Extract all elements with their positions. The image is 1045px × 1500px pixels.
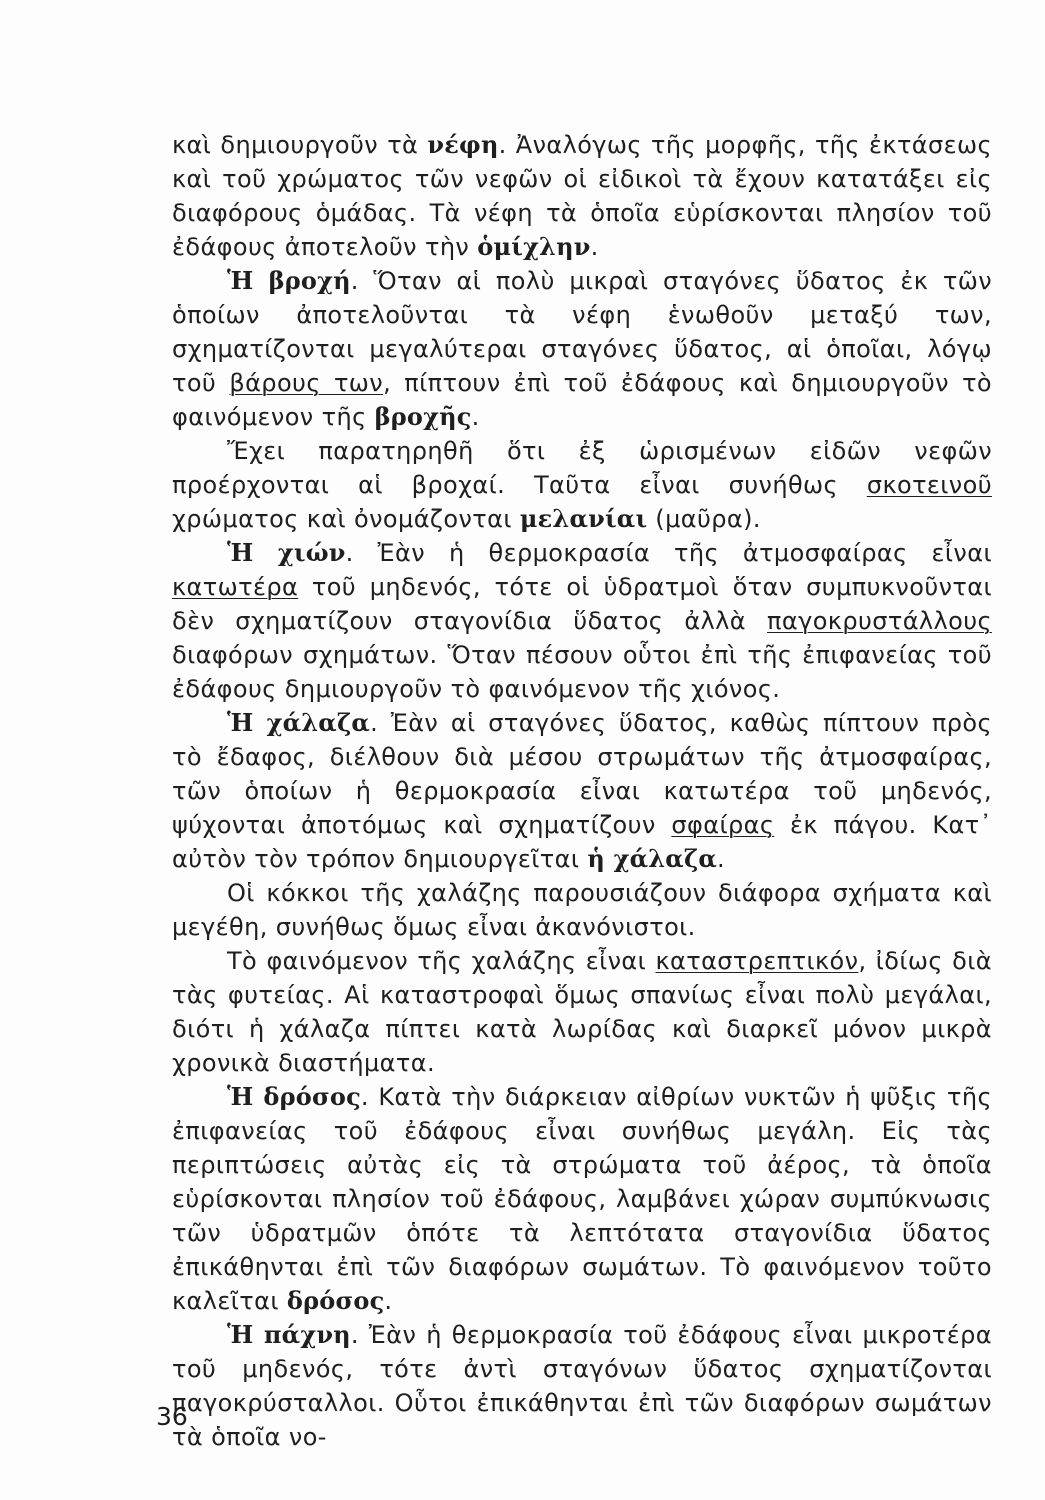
term-dew: δρόσος: [286, 1286, 385, 1315]
text-run: χρώματος καὶ ὀνομάζονται: [172, 505, 520, 533]
underlined-text: σφαίρας: [671, 811, 775, 839]
section-heading-rain: Ἡ βροχή: [227, 266, 351, 295]
text-run: .: [717, 845, 726, 873]
underlined-text: σκοτεινοῦ: [866, 471, 992, 499]
underlined-text: καταστρεπτικόν: [655, 947, 859, 975]
term-fog: ὁμίχλην: [477, 232, 591, 261]
term-nimbus: μελανίαι: [519, 504, 648, 533]
text-run: , πίπτουν ἐπὶ τοῦ ἐδάφους καὶ δημιουργοῦν τὸ φαινόμενον τῆς: [172, 369, 993, 431]
paragraph-dark-clouds: [172, 434, 992, 536]
text-run: , ἰδίως διὰ τὰς φυτείας. Αἱ καταστροφαὶ ὅμως σπανίως εἶναι πολὺ μεγάλαι, διότι ἡ χάλαζα πίπτει κατὰ λωρίδας καὶ διαρκεῖ μόνον μικρὰ χρονικὰ διαστήματα.: [172, 947, 992, 1077]
term-hail: ἡ χάλαζα: [587, 844, 718, 873]
paragraph-hail: [172, 706, 992, 876]
text-run: Τὸ φαινόμενον τῆς χαλάζης εἶναι: [227, 947, 656, 975]
text-run: ἐκ πάγου. Κατ᾽ αὐτὸν τὸν τρόπον δημιουργεῖται: [172, 811, 992, 873]
text-run: . Κατὰ τὴν διάρκειαν αἰθρίων νυκτῶν ἡ ψῦξις τῆς ἐπιφανείας τοῦ ἐδάφους εἶναι συνήθως μεγάλη. Εἰς τὰς περιπτώσεις αὐτὰς εἰς τὰ στρώματα τοῦ ἀέρος, τὰ ὁποῖα εὑρίσκονται πλησίον τοῦ ἐδάφους, λαμβάνει χώραν συμπύκνωσις τῶν ὑδρατμῶν ὁπότε τὰ λεπτότατα σταγονίδια ὕδατος ἐπικάθηνται ἐπὶ τῶν διαφόρων σωμάτων. Τὸ φαινόμενον τοῦτο καλεῖται: [172, 1083, 992, 1315]
text-run: . Ἐὰν ἡ θερμοκρασία τοῦ ἐδάφους εἶναι μικροτέρα τοῦ μηδενός, τότε ἀντὶ σταγόνων ὕδατος σχηματίζονται παγοκρύσταλλοι. Οὗτοι ἐπικάθηνται ἐπὶ τῶν διαφόρων σωμάτων τὰ ὁποῖα νο-: [172, 1321, 992, 1451]
section-heading-dew: Ἡ δρόσος: [227, 1082, 361, 1111]
section-heading-snow: Ἡ χιών: [227, 538, 346, 567]
term-rain: βροχῆς: [374, 402, 472, 431]
paragraph-hail-grains: [172, 876, 992, 944]
text-run: τοῦ μηδενός, τότε οἱ ὑδρατμοὶ ὅταν συμπυκνοῦνται δὲν σχηματίζουν σταγονίδια ὕδατος ἀλλὰ: [172, 573, 992, 635]
underlined-text: κατωτέρα: [172, 573, 299, 601]
section-heading-hail: Ἡ χάλαζα: [227, 708, 371, 737]
text-run: .: [384, 1287, 393, 1315]
section-heading-frost: Ἡ πάχνη: [227, 1320, 351, 1349]
text-run: Οἱ κόκκοι τῆς χαλάζης παρουσιάζουν διάφορα σχήματα καὶ μεγέθη, συνήθως ὅμως εἶναι ἀκανόνιστοι.: [172, 879, 992, 941]
body-text: [172, 128, 992, 1454]
page-number: 36: [156, 1402, 188, 1431]
term-clouds: νέφη: [427, 130, 499, 159]
text-run: διαφόρων σχημάτων. Ὅταν πέσουν οὗτοι ἐπὶ τῆς ἐπιφανείας τοῦ ἐδάφους δημιουργοῦν τὸ φαινόμενον τῆς χιόνος.: [172, 641, 992, 703]
paragraph-frost: [172, 1318, 992, 1454]
text-run: καὶ δημιουργοῦν τὰ: [172, 131, 428, 159]
text-run: .: [590, 233, 599, 261]
text-run: . Ἀναλόγως τῆς μορφῆς, τῆς ἐκτάσεως καὶ τοῦ χρώματος τῶν νεφῶν οἱ εἰδικοὶ τὰ ἔχουν κατατάξει εἰς διαφόρους ὁμάδας. Τὰ νέφη τὰ ὁποῖα εὑρίσκονται πλησίον τοῦ ἐδάφους ἀποτελοῦν τὴν: [172, 131, 992, 261]
paragraph-hail-damage: [172, 944, 992, 1080]
paragraph-rain: [172, 264, 992, 434]
text-run: . Ἐὰν αἱ σταγόνες ὕδατος, καθὼς πίπτουν πρὸς τὸ ἔδαφος, διέλθουν διὰ μέσου στρωμάτων τῆς ἀτμοσφαίρας, τῶν ὁποίων ἡ θερμοκρασία εἶναι κατωτέρα τοῦ μηδενός, ψύχονται ἀποτόμως καὶ σχηματίζουν: [172, 709, 992, 839]
text-run: .: [471, 403, 480, 431]
paragraph-dew: [172, 1080, 992, 1318]
underlined-text: βάρους των: [229, 369, 384, 397]
paragraph-clouds: [172, 128, 992, 264]
paragraph-snow: [172, 536, 992, 706]
underlined-text: παγοκρυστάλλους: [767, 607, 992, 635]
text-run: . Ἐὰν ἡ θερμοκρασία τῆς ἀτμοσφαίρας εἶναι: [345, 539, 992, 567]
text-run: . Ὅταν αἱ πολὺ μικραὶ σταγόνες ὕδατος ἐκ τῶν ὁποίων ἀποτελοῦνται τὰ νέφη ἑνωθοῦν μεταξύ των, σχηματίζονται μεγαλύτεραι σταγόνες ὕδατος, αἱ ὁποῖαι, λόγῳ τοῦ: [172, 267, 992, 397]
text-run: (μαῦρα).: [647, 505, 761, 533]
text-run: Ἔχει παρατηρηθῆ ὅτι ἐξ ὡρισμένων εἰδῶν νεφῶν προέρχονται αἱ βροχαί. Ταῦτα εἶναι συνήθως: [172, 437, 992, 499]
